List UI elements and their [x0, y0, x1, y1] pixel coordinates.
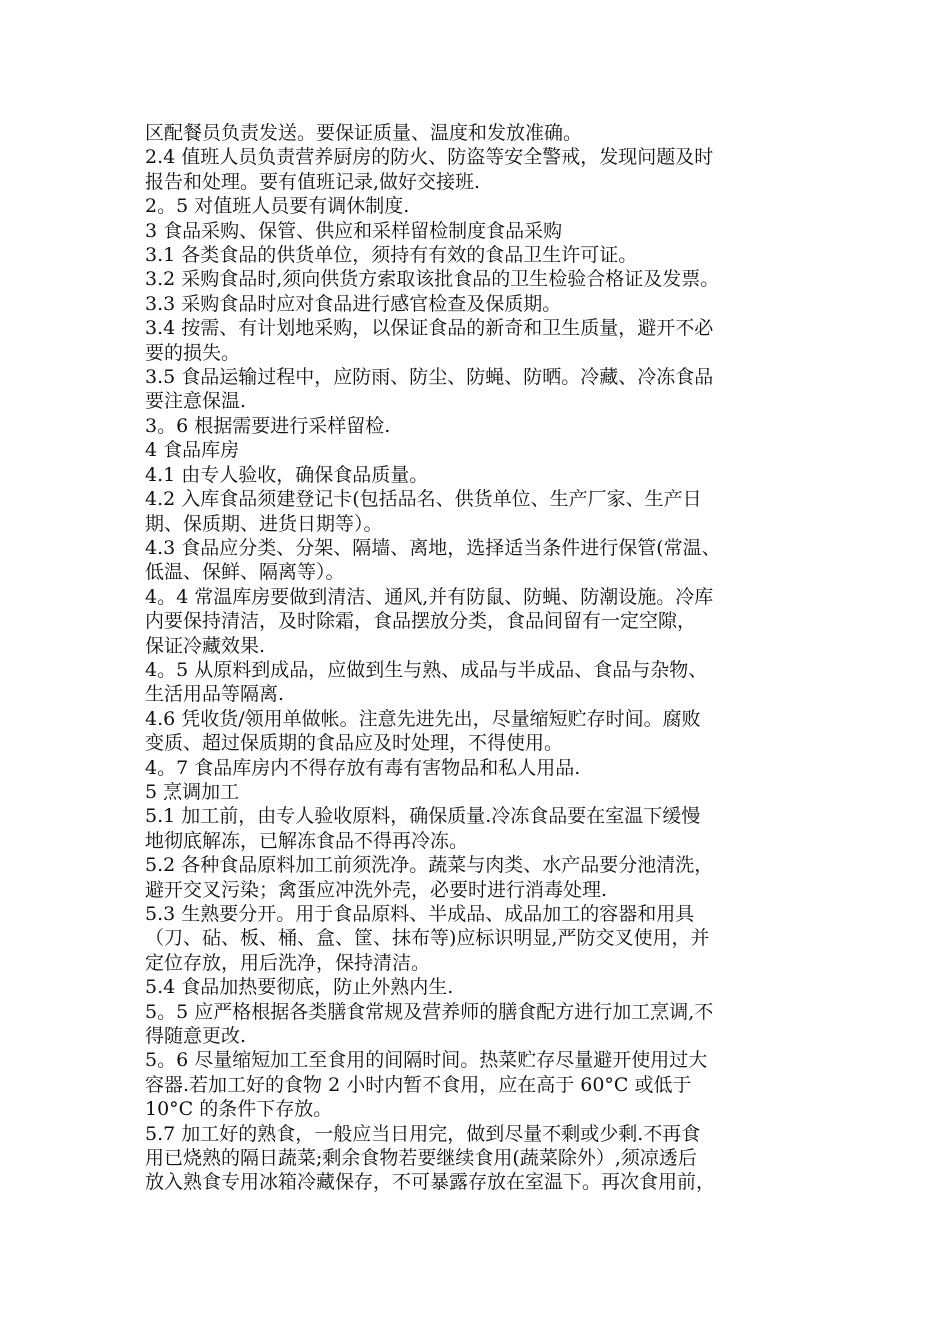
paragraph-3-2: 3.2 采购食品时,须向供货方索取该批食品的卫生检验合格证及发票。	[145, 268, 720, 291]
paragraph-3-6: 3。6 根据需要进行采样留检.	[145, 414, 391, 437]
paragraph-4-2: 4.2 入库食品须建登记卡(包括品名、供货单位、生产厂家、生产日 期、保质期、进货日期等）。	[145, 488, 702, 535]
paragraph-5-5: 5。5 应严格根据各类膳食常规及营养师的膳食配方进行加工烹调,不 得随意更改.	[145, 1000, 714, 1048]
paragraph-3-3: 3.3 采购食品时应对食品进行感官检查及保质期。	[145, 292, 562, 315]
section-heading-4: 4 食品库房	[145, 439, 240, 462]
paragraph-3-5: 3.5 食品运输过程中，应防雨、防尘、防蝇、防晒。冷藏、冷冻食品 要注意保温.	[145, 366, 714, 413]
paragraph-2-4: 2.4 值班人员负责营养厨房的防火、防盗等安全警戒，发现问题及时 报告和处理。要有值班记录,做好交接班.	[145, 146, 714, 193]
paragraph-5-4: 5.4 食品加热要彻底，防止外熟内生.	[145, 976, 454, 999]
paragraph-5-6: 5。6 尽量缩短加工至食用的间隔时间。热菜贮存尽量避开使用过大 容器.若加工好的食物 2 小时内暂不食用，应在高于 60°C 或低于 10°C 的条件下存放。	[145, 1049, 708, 1121]
paragraph-4-6: 4.6 凭收货/领用单做帐。注意先进先出，尽量缩短贮存时间。腐败 变质、超过保质期的食品应及时处理，不得使用。	[145, 707, 701, 755]
paragraph-line-0: 区配餐员负责发送。要保证质量、温度和发放准确。	[145, 122, 583, 144]
section-heading-3: 3 食品采购、保管、供应和采样留检制度食品采购	[145, 219, 563, 242]
paragraph-5-1: 5.1 加工前，由专人验收原料，确保质量.冷冻食品要在室温下缓慢 地彻底解冻，已解冻食品不得再冷冻。	[145, 805, 701, 852]
paragraph-4-5: 4。5 从原料到成品，应做到生与熟、成品与半成品、食品与杂物、 生活用品等隔离.	[145, 658, 708, 706]
paragraph-5-2: 5.2 各种食品原料加工前须洗净。蔬菜与肉类、水产品要分池清洗， 避开交叉污染；禽蛋应冲洗外壳，必要时进行消毒处理.	[145, 854, 714, 901]
paragraph-5-7: 5.7 加工好的熟食，一般应当日用完，做到尽量不剩或少剩.不再食 用已烧熟的隔日蔬菜;剩余食物若要继续食用(蔬菜除外）,须凉透后 放入熟食专用冰箱冷藏保存，不可暴露存放在室温下。再次食用前，	[145, 1122, 716, 1194]
paragraph-4-1: 4.1 由专人验收，确保食品质量。	[145, 463, 429, 486]
paragraph-4-3: 4.3 食品应分类、分架、隔墙、离地，选择适当条件进行保管(常温、 低温、保鲜、隔离等）。	[145, 536, 721, 584]
paragraph-2-5: 2。5 对值班人员要有调休制度.	[145, 195, 410, 218]
paragraph-3-4: 3.4 按需、有计划地采购，以保证食品的新奇和卫生质量，避开不必 要的损失。	[145, 317, 714, 364]
paragraph-5-3: 5.3 生熟要分开。用于食品原料、半成品、成品加工的容器和用具 （刀、砧、板、桶、盒、筐、抹布等)应标识明显,严防交叉使用，并 定位存放，用后洗净，保持清洁。	[145, 903, 710, 974]
paragraph-4-7: 4。7 食品库房内不得存放有毒有害物品和私人用品.	[145, 756, 581, 779]
paragraph-4-4: 4。4 常温库房要做到清洁、通风,并有防鼠、防蝇、防潮设施。冷库 内要保持清洁，及时除霜，食品摆放分类，食品间留有一定空隙， 保证冷藏效果.	[145, 585, 714, 657]
document-body	[145, 121, 815, 1195]
section-heading-5: 5 烹调加工	[145, 780, 240, 803]
paragraph-3-1: 3.1 各类食品的供货单位，须持有有效的食品卫生许可证。	[145, 244, 638, 267]
